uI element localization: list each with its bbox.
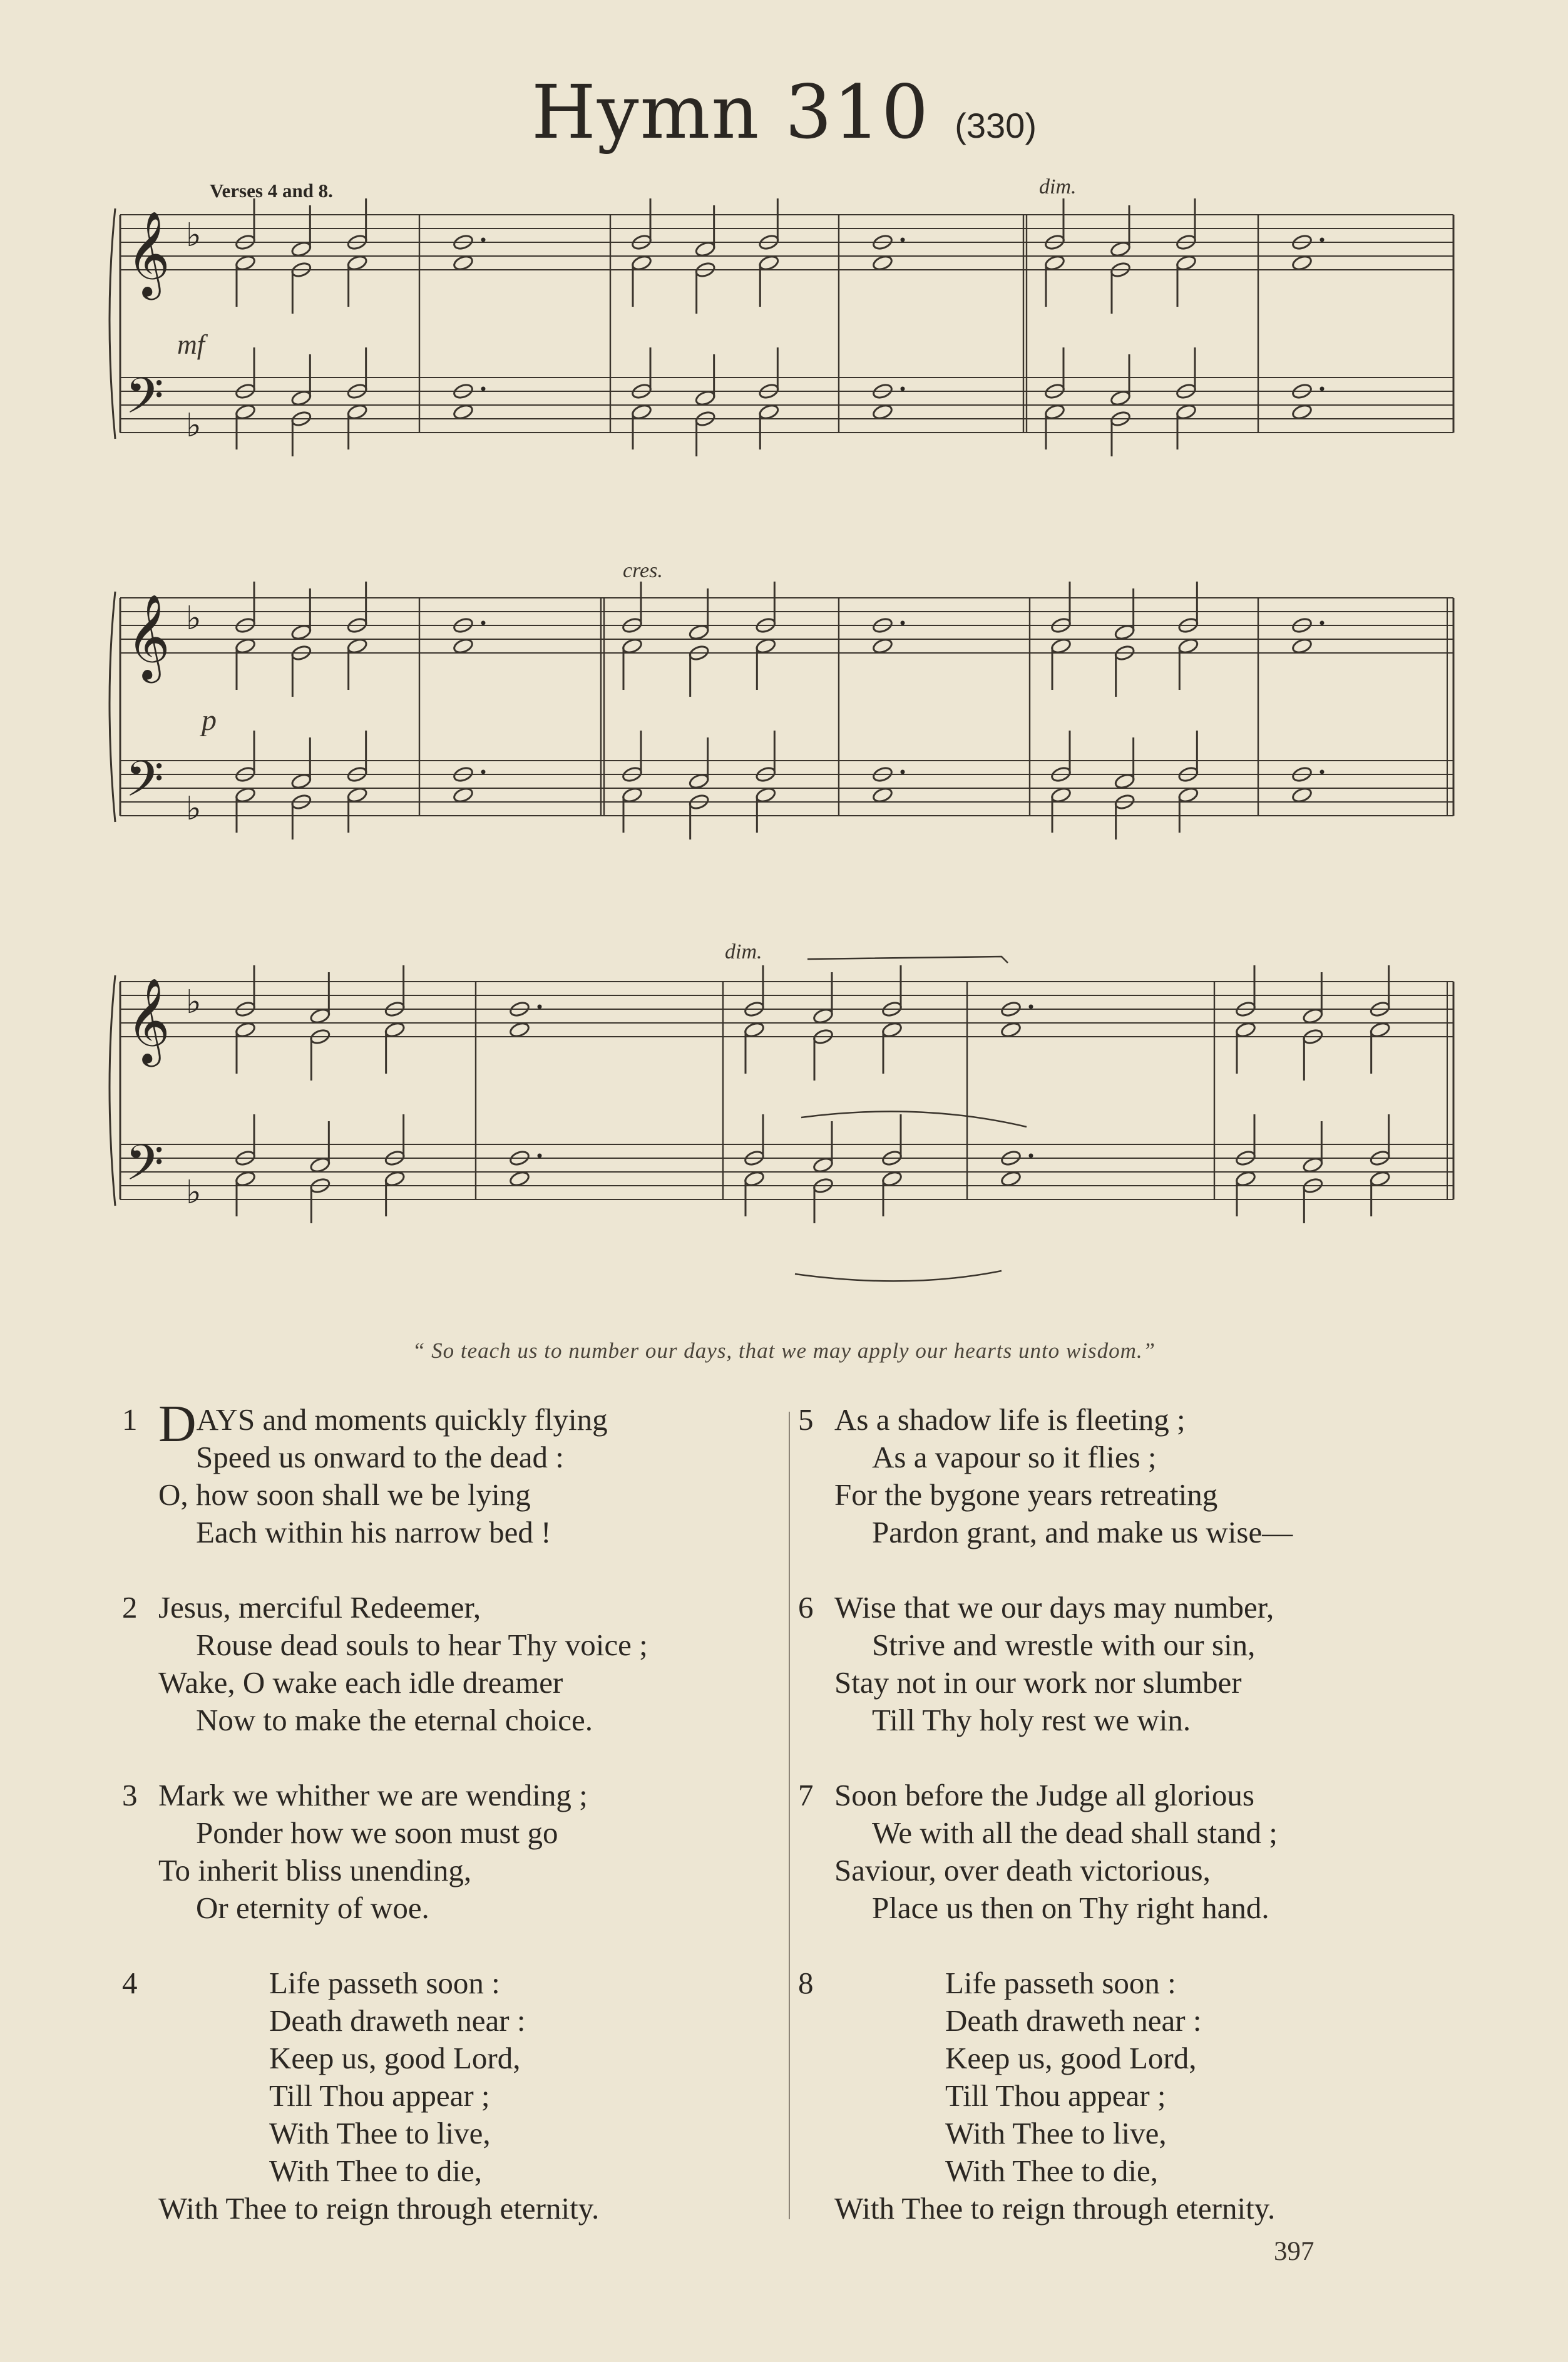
verse-number: 8 [798,1966,814,2000]
verse-number: 7 [798,1778,814,1812]
verse-line: O, how soon shall we be lying [158,1477,531,1512]
verse-line: Saviour, over death victorious, [834,1853,1211,1887]
verse-7 [798,1777,1487,1927]
verse-line: Keep us, good Lord, [945,2041,1197,2075]
verses-left-column [122,1395,779,2227]
verse-line: Soon before the Judge all glorious [834,1778,1254,1812]
verse-6 [798,1589,1487,1739]
verse-line: Keep us, good Lord, [269,2041,521,2075]
verse-line: Or eternity of woe. [196,1891,429,1925]
verse-3 [122,1777,779,1927]
verse-5 [798,1401,1487,1551]
verse-line: Pardon grant, and make us wise— [872,1515,1293,1549]
dynamic-dim-1: dim. [1039,175,1077,198]
verse-line: As a vapour so it flies ; [872,1440,1157,1474]
verse-line: Stay not in our work nor slumber [834,1665,1242,1700]
verse-line: With Thee to die, [945,2154,1159,2188]
dynamic-p: p [202,704,217,737]
verse-line: Place us then on Thy right hand. [872,1891,1269,1925]
scripture-quote: “ So teach us to number our days, that we may apply our hearts unto wisdom.” [412,1338,1156,1363]
column-divider [789,1412,790,2219]
verse-line: For the bygone years retreating [834,1477,1218,1512]
verse-line: Each within his narrow bed ! [196,1515,551,1549]
verse-line: Death draweth near : [269,2003,526,2038]
dynamic-dim-2: dim. [725,940,762,963]
svg-text:𝄞: 𝄞 [126,977,170,1063]
svg-text:♭: ♭ [186,407,202,444]
verse-line: Life passeth soon : [945,1966,1176,2000]
verse-line: With Thee to live, [945,2116,1167,2150]
verse-number: 6 [798,1590,814,1625]
verse-line: Wake, O wake each idle dreamer [158,1665,563,1700]
hymn-title-text: Hymn 310 [531,69,930,155]
verse-line: Wise that we our days may number, [834,1590,1274,1625]
verse-number: 3 [122,1778,138,1812]
verse-line: We with all the dead shall stand ; [872,1815,1278,1850]
svg-text:♭: ♭ [186,217,202,254]
verse-line: Strive and wrestle with our sin, [872,1628,1256,1662]
verse-line: With Thee to reign through eternity. [834,2191,1276,2226]
hymn-alt-number: (330) [955,106,1037,145]
svg-text:♭: ♭ [186,1174,202,1211]
verse-line: As a shadow life is fleeting ; [834,1402,1186,1437]
verses-right-column [798,1401,1487,2227]
dynamic-mf: mf [177,329,205,360]
dynamic-cres: cres. [623,559,663,582]
verse-line: Life passeth soon : [269,1966,500,2000]
svg-text:𝄞: 𝄞 [126,210,170,296]
verse-number: 5 [798,1402,814,1437]
verse-line: Now to make the eternal choice. [196,1703,593,1737]
verse-line: Ponder how we soon must go [196,1815,558,1850]
verse-line: Till Thy holy rest we win. [872,1703,1191,1737]
verse-4 [122,1964,779,2227]
verse-line: Mark we whither we are wending ; [158,1778,588,1812]
verse-2 [122,1589,779,1739]
svg-text:♭: ♭ [186,983,202,1021]
verse-number: 2 [122,1590,138,1625]
svg-text:𝄢: 𝄢 [125,1134,164,1204]
svg-text:𝄢: 𝄢 [125,367,164,437]
verse-line: Speed us onward to the dead : [196,1440,564,1474]
verse-8 [798,1964,1487,2227]
verse-line: Jesus, merciful Redeemer, [158,1590,481,1625]
verse-line: With Thee to die, [269,2154,483,2188]
verse-line: Rouse dead souls to hear Thy voice ; [196,1628,648,1662]
verses-label: Verses 4 and 8. [210,180,333,202]
verse-number: 4 [122,1966,138,2000]
page-number: 397 [1274,2237,1314,2266]
verse-1 [122,1395,779,1551]
verse-line: With Thee to live, [269,2116,491,2150]
verse-line: With Thee to reign through eternity. [158,2191,600,2226]
verse-line: Till Thou appear ; [945,2078,1166,2113]
verse-line: To inherit bliss unending, [158,1853,472,1887]
verse-number: 1 [122,1402,138,1437]
svg-text:𝄞: 𝄞 [126,593,170,679]
svg-text:♭: ♭ [186,790,202,828]
verse-line: Death draweth near : [945,2003,1202,2038]
svg-text:♭: ♭ [186,600,202,637]
svg-text:𝄢: 𝄢 [125,750,164,820]
verse-line: DAYS and moments quickly flying [158,1395,608,1453]
drop-cap: D [158,1395,197,1453]
verse-line: Till Thou appear ; [269,2078,490,2113]
